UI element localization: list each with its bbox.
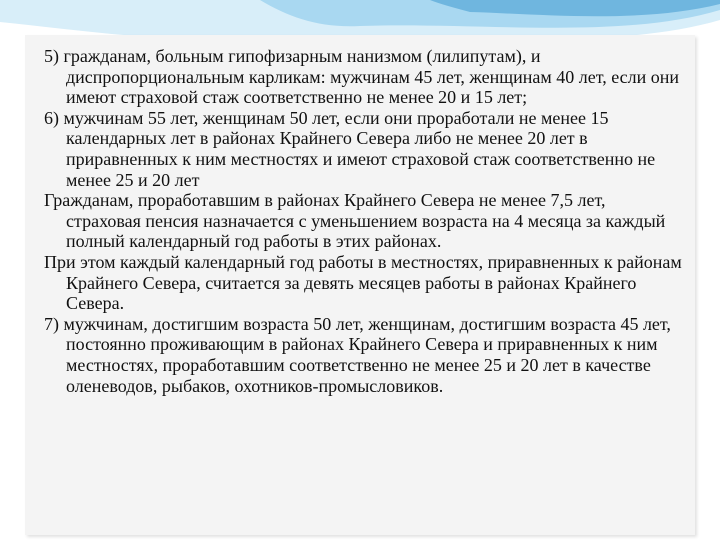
paragraph-5: 5) гражданам, больным гипофизарным нанизмом (лилипутам), и диспропорциональным карликам: мужчинам 45 лет, женщинам 40 лет, если они имеют страховой стаж соответственно не менее 20 и 15 лет; <box>44 46 680 108</box>
paragraph-north-reduction: Гражданам, проработавшим в районах Крайнего Севера не менее 7,5 лет, страховая пенсия назначается с уменьшением возраста на 4 месяца за каждый полный календарный год работы в этих районах. <box>44 190 666 252</box>
paragraph-6: 6) мужчинам 55 лет, женщинам 50 лет, если они проработали не менее 15 календарных лет в районах Крайнего Севера либо не менее 20 лет в приравненных к ним местностях и имеют страховой стаж соответственно не менее 25 и 20 лет <box>44 107 656 190</box>
paragraph-7: 7) мужчинам, достигшим возраста 50 лет, женщинам, достигшим возраста 45 лет, постоянно проживающим в районах Крайнего Севера и приравненных к ним местностях, проработавшим соответственно не менее 25 и 20 лет в качестве оленеводов, рыбаков, охотников-промысловиков. <box>44 313 671 396</box>
slide-text <box>44 46 684 396</box>
paragraph-equivalent-areas: При этом каждый календарный год работы в местностях, приравненных к районам Крайнего Севера, считается за девять месяцев работы в районах Крайнего Севера. <box>44 251 682 314</box>
